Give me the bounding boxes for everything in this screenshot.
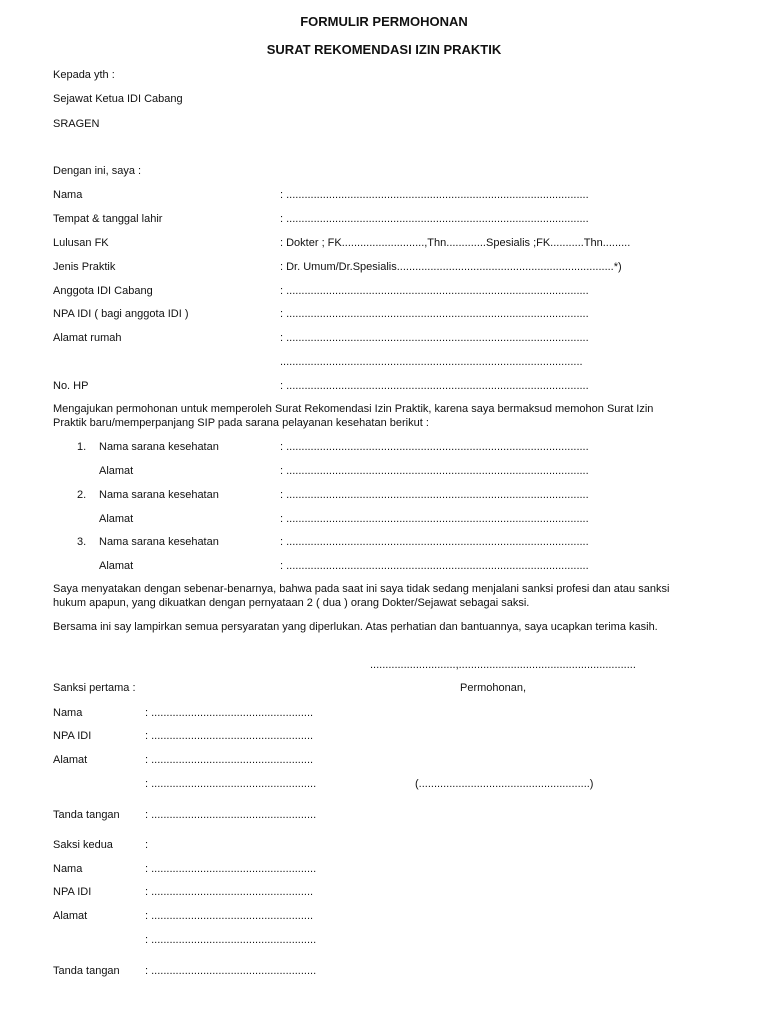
witness-1-address-value[interactable]: : ..................................................... (145, 754, 314, 766)
witness-1-name-label: Nama (53, 707, 83, 719)
field-label-practice-type: Jenis Praktik (53, 261, 116, 273)
field-label-address: Alamat rumah (53, 332, 122, 344)
witness-2-name-label: Nama (53, 863, 83, 875)
facility-1-name-label: Nama sarana kesehatan (99, 441, 219, 453)
witness-1-npa-value[interactable]: : ..................................................... (145, 730, 314, 742)
witness-1-npa-label: NPA IDI (53, 730, 92, 742)
witness-2-address-cont-value[interactable]: : ...................................................... (145, 934, 317, 946)
witness-2-signature-label: Tanda tangan (53, 965, 120, 977)
facility-2-address-label: Alamat (99, 513, 134, 525)
applicant-label: Permohonan, (460, 682, 527, 694)
form-subtitle: SURAT REKOMENDASI IZIN PRAKTIK (266, 42, 502, 57)
field-value-address-cont[interactable]: ................................................................................................... (280, 356, 583, 368)
witness-1-signature-value[interactable]: : ...................................................... (145, 809, 317, 821)
closing-paragraph: Bersama ini say lampirkan semua persyaratan yang diperlukan. Atas perhatian dan bantuannya, saya ucapkan terima kasih. (53, 621, 658, 633)
intro-text: Dengan ini, saya : (53, 165, 142, 177)
witness-1-signature-label: Tanda tangan (53, 809, 120, 821)
field-value-address[interactable]: : ................................................................................................... (280, 332, 589, 344)
facility-3-name-value[interactable]: : ................................................................................................... (280, 536, 589, 548)
facility-1-address-value[interactable]: : ................................................................................................... (280, 465, 589, 477)
witness-1-address-label: Alamat (53, 754, 88, 766)
field-value-birth[interactable]: : ................................................................................................... (280, 213, 589, 225)
field-label-idi-branch: Anggota IDI Cabang (53, 285, 153, 297)
witness-2-address-value[interactable]: : ..................................................... (145, 910, 314, 922)
field-value-name[interactable]: : ................................................................................................... (280, 189, 589, 201)
facility-1-number: 1. (77, 441, 87, 453)
witness-2-heading-colon: : (145, 839, 149, 851)
field-label-birth: Tempat & tanggal lahir (53, 213, 163, 225)
applicant-signature-line[interactable]: (........................................................) (415, 778, 594, 790)
field-value-phone[interactable]: : ................................................................................................... (280, 380, 589, 392)
request-paragraph: Mengajukan permohonan untuk memperoleh Surat Rekomendasi Izin Praktik, karena saya bermaksud memohon Surat Izin Praktik baru/memperpanjang SIP pada sarana pelayanan kesehatan berikut : (53, 403, 654, 429)
facility-3-address-label: Alamat (99, 560, 134, 572)
form-title: FORMULIR PERMOHONAN (300, 14, 468, 29)
witness-2-signature-value[interactable]: : ...................................................... (145, 965, 317, 977)
witness-2-address-label: Alamat (53, 910, 88, 922)
witness-1-name-value[interactable]: : ..................................................... (145, 707, 314, 719)
witness-2-npa-value[interactable]: : ..................................................... (145, 886, 314, 898)
witness-2-npa-label: NPA IDI (53, 886, 92, 898)
statement-paragraph: Saya menyatakan dengan sebenar-benarnya, bahwa pada saat ini saya tidak sedang menjalani sanksi profesi dan atau sanksi hukum apapun, yang dikuatkan dengan pernyataan 2 ( dua ) orang Dokter/Sejawat sebagai saksi. (53, 583, 670, 609)
facility-2-address-value[interactable]: : ................................................................................................... (280, 513, 589, 525)
witness-2-heading: Saksi kedua (53, 839, 113, 851)
field-label-graduate: Lulusan FK (53, 237, 109, 249)
recipient-line-2: Sejawat Ketua IDI Cabang (53, 93, 183, 105)
field-value-npa-idi[interactable]: : ................................................................................................... (280, 308, 589, 320)
facility-3-address-value[interactable]: : ................................................................................................... (280, 560, 589, 572)
facility-1-address-label: Alamat (99, 465, 134, 477)
facility-3-name-label: Nama sarana kesehatan (99, 536, 219, 548)
facility-2-name-label: Nama sarana kesehatan (99, 489, 219, 501)
facility-3-number: 3. (77, 536, 87, 548)
recipient-line-1: Kepada yth : (53, 69, 115, 81)
facility-2-name-value[interactable]: : ................................................................................................... (280, 489, 589, 501)
witness-2-name-value[interactable]: : ...................................................... (145, 863, 317, 875)
witness-1-address-cont-value[interactable]: : ...................................................... (145, 778, 317, 790)
field-value-practice-type[interactable]: : Dr. Umum/Dr.Spesialis.......................................................................*) (280, 261, 622, 273)
field-label-npa-idi: NPA IDI ( bagi anggota IDI ) (53, 308, 189, 320)
facility-1-name-value[interactable]: : ................................................................................................... (280, 441, 589, 453)
place-date-line[interactable]: ............................,.......................................................... (370, 659, 636, 671)
facility-2-number: 2. (77, 489, 87, 501)
field-label-phone: No. HP (53, 380, 89, 392)
field-value-idi-branch[interactable]: : ................................................................................................... (280, 285, 589, 297)
field-label-name: Nama (53, 189, 83, 201)
witness-1-heading: Sanksi pertama : (53, 682, 136, 694)
field-value-graduate[interactable]: : Dokter ; FK...........................,Thn.............Spesialis ;FK...........Thn......... (280, 237, 631, 249)
recipient-line-3: SRAGEN (53, 118, 100, 130)
